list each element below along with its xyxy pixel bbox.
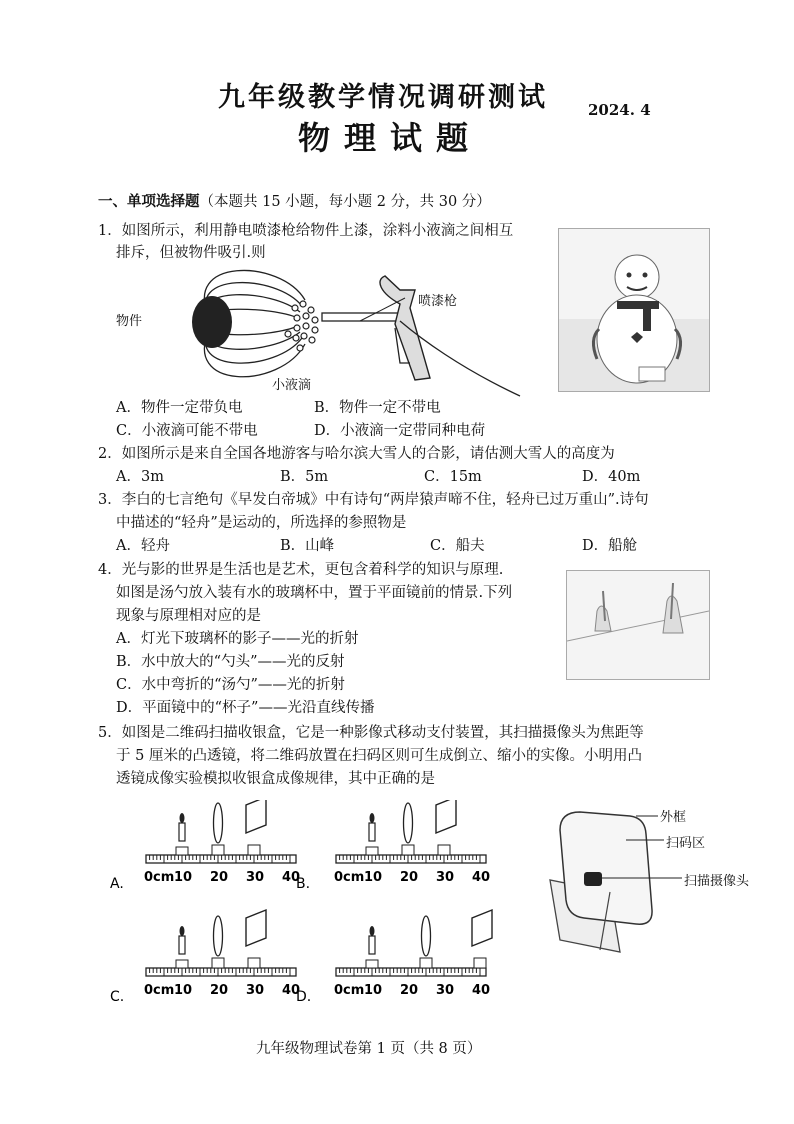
bench-ruler — [146, 968, 296, 976]
light-screen-icon — [246, 910, 266, 946]
q4-option-c: C．水中弯折的“汤勺”——光的折射 — [116, 677, 345, 693]
ruler-tick-label: 20 — [400, 983, 419, 998]
q3-option-c: C．船夫 — [430, 538, 485, 554]
candle-icon — [369, 823, 375, 841]
ruler-tick-label: 10 — [364, 870, 383, 885]
ruler-tick-label: 10 — [174, 983, 193, 998]
screen-holder-icon — [438, 845, 450, 855]
exam-date: 2024. 4 — [588, 101, 651, 119]
ruler-tick-label: 30 — [246, 870, 265, 885]
q2-option-c: C．15m — [424, 469, 482, 485]
ruler-tick-label: 10 — [364, 983, 383, 998]
section-note: （本题共 15 小题，每小题 2 分，共 30 分） — [199, 194, 491, 210]
convex-lens-icon — [422, 916, 431, 956]
page-footer: 九年级物理试卷第 1 页（共 8 页） — [256, 1041, 482, 1057]
ruler-unit-label: 0cm — [144, 983, 175, 998]
q4-stem-line3: 现象与原理相对应的是 — [116, 608, 261, 624]
bench-option-letter: C. — [110, 989, 125, 1005]
label-frame: 外框 — [660, 810, 687, 825]
bench-option-letter: B. — [296, 876, 311, 892]
convex-lens-icon — [404, 803, 413, 843]
q1-option-a: A．物件一定带负电 — [116, 400, 243, 416]
q4-option-d: D．平面镜中的“杯子”——光沿直线传播 — [116, 700, 375, 716]
candle-holder-icon — [366, 847, 378, 855]
candle-holder-icon — [366, 960, 378, 968]
optical-bench-options — [110, 800, 510, 1025]
spoon-glass-photo — [566, 570, 710, 680]
q5-stem-line3: 透镜成像实验模拟收银盒成像规律，其中正确的是 — [116, 771, 435, 787]
label-camera: 扫描摄像头 — [684, 874, 750, 889]
spoon-glass-drawing — [567, 571, 709, 679]
screen-holder-icon — [248, 845, 260, 855]
q3-option-b: B．山峰 — [280, 538, 335, 554]
lens-holder-icon — [420, 958, 432, 968]
q2-stem: 2．如图所示是来自全国各地游客与哈尔滨大雪人的合影，请估测大雪人的高度为 — [98, 446, 615, 462]
label-object: 物件 — [116, 314, 143, 329]
screen-holder-icon — [248, 958, 260, 968]
subject-title: 物理试题 — [298, 119, 483, 157]
candle-icon — [369, 936, 375, 954]
label-scan-area: 扫码区 — [666, 836, 706, 851]
candle-holder-icon — [176, 960, 188, 968]
q4-stem-line1: 4．光与影的世界是生活也是艺术，更包含着科学的知识与原理. — [98, 562, 504, 578]
q3-option-a: A．轻舟 — [116, 538, 170, 554]
ruler-tick-label: 10 — [174, 870, 193, 885]
lens-holder-icon — [402, 845, 414, 855]
q4-stem-line2: 如图是汤勺放入装有水的玻璃杯中，置于平面镜前的情景.下列 — [116, 585, 513, 601]
q1-option-c: C．小液滴可能不带电 — [116, 423, 258, 439]
ruler-tick-label: 20 — [400, 870, 419, 885]
bench-ruler — [336, 968, 486, 976]
ruler-tick-label: 30 — [436, 983, 455, 998]
exam-title: 九年级教学情况调研测试 — [218, 82, 548, 113]
ruler-tick-label: 40 — [282, 983, 301, 998]
screen-holder-icon — [474, 958, 486, 968]
light-screen-icon — [472, 910, 492, 946]
ruler-tick-label: 30 — [436, 870, 455, 885]
bench-ruler — [146, 855, 296, 863]
ruler-unit-label: 0cm — [334, 870, 365, 885]
candle-holder-icon — [176, 847, 188, 855]
candle-icon — [179, 936, 185, 954]
q1-stem-line2: 排斥，但被物件吸引.则 — [116, 245, 266, 261]
candle-flame-icon — [370, 926, 375, 936]
q3-option-d: D．船舱 — [582, 538, 638, 554]
q1-option-d: D．小液滴一定带同种电荷 — [314, 423, 486, 439]
ruler-tick-label: 40 — [472, 870, 491, 885]
lens-holder-icon — [212, 845, 224, 855]
q2-option-b: B．5m — [280, 469, 329, 485]
ruler-tick-label: 40 — [282, 870, 301, 885]
q5-stem-line2: 于 5 厘米的凸透镜，将二维码放置在扫码区则可生成倒立、缩小的实像。小明用凸 — [116, 748, 642, 764]
ruler-unit-label: 0cm — [144, 870, 175, 885]
ruler-tick-label: 20 — [210, 870, 229, 885]
section-heading — [98, 192, 491, 212]
q3-stem-line2: 中描述的“轻舟”是运动的，所选择的参照物是 — [116, 515, 407, 531]
spray-gun-figure — [110, 268, 550, 398]
snowman-drawing — [559, 229, 709, 391]
q3-stem-line1: 3．李白的七言绝句《早发白帝城》中有诗句“两岸猿声啼不住，轻舟已过万重山”.诗句 — [98, 492, 649, 508]
q1-stem-line1: 1．如图所示，利用静电喷漆枪给物件上漆，涂料小液滴之间相互 — [98, 223, 514, 239]
bench-option-letter: D. — [296, 989, 312, 1005]
bench-ruler — [336, 855, 486, 863]
bench-option-letter: A. — [110, 876, 124, 892]
section-title: 一、单项选择题 — [98, 193, 200, 210]
q2-option-d: D．40m — [582, 469, 641, 485]
candle-flame-icon — [370, 813, 375, 823]
ruler-tick-label: 30 — [246, 983, 265, 998]
candle-flame-icon — [180, 926, 185, 936]
q5-stem-line1: 5．如图是二维码扫描收银盒，它是一种影像式移动支付装置，其扫描摄像头为焦距等 — [98, 725, 644, 741]
lens-holder-icon — [212, 958, 224, 968]
q4-option-b: B．水中放大的“勺头”——光的反射 — [116, 654, 345, 670]
ruler-tick-label: 20 — [210, 983, 229, 998]
convex-lens-icon — [214, 803, 223, 843]
candle-flame-icon — [180, 813, 185, 823]
q1-option-b: B．物件一定不带电 — [314, 400, 441, 416]
snowman-photo — [558, 228, 710, 392]
q4-option-a: A．灯光下玻璃杯的影子——光的折射 — [116, 631, 359, 647]
light-screen-icon — [246, 800, 266, 833]
candle-icon — [179, 823, 185, 841]
ruler-tick-label: 40 — [472, 983, 491, 998]
label-droplet: 小液滴 — [272, 378, 312, 393]
convex-lens-icon — [214, 916, 223, 956]
label-spray-gun: 喷漆枪 — [418, 294, 458, 309]
ruler-unit-label: 0cm — [334, 983, 365, 998]
q2-option-a: A．3m — [116, 469, 164, 485]
light-screen-icon — [436, 800, 456, 833]
